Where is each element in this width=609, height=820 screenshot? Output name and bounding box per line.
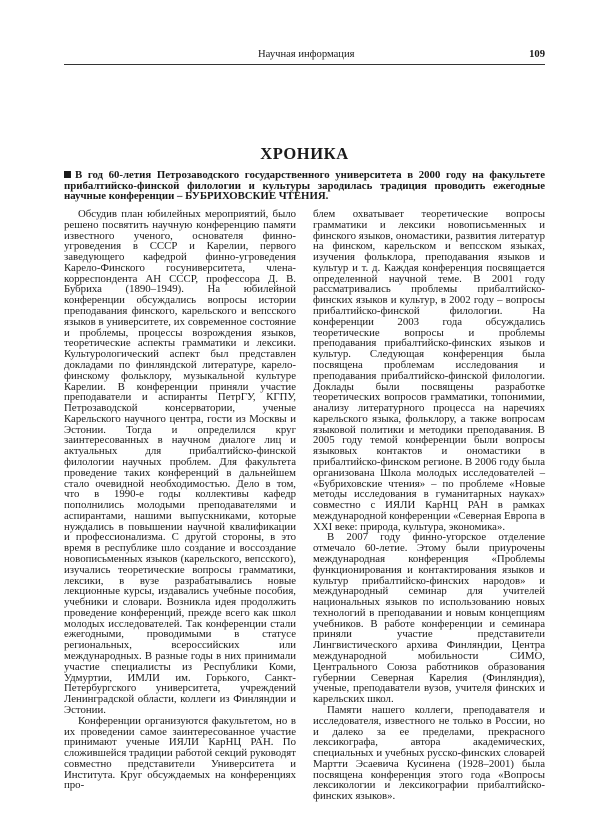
left-column (64, 209, 296, 791)
square-bullet-icon (64, 171, 71, 178)
right-column (313, 209, 545, 802)
body-paragraph: Обсудив план юбилейных мероприятий, было решено посвятить научную конференцию памяти известного ученого, основателя финно-угроведения в СССР и Карелии, первого заведующего кафедрой финно-угроведения Карело-Финского госуниверситета, члена-корреспондента АН СССР, профессора Д. В. Бубриха (1890–1949). На юбилейной конференции обсуждались вопросы истории преподавания финского, карельского и вепсского языков в университете, их современное состояние и проблемы, процессы возрождения языков, теоретические аспекты грамматики и лексики. Культурологический аспект был представлен докладами по финляндской литературе, карело-финскому фольклору, музыкальной культуре Карелии. В конференции приняли участие преподаватели и аспиранты ПетрГУ, КГПУ, Петрозаводской консерватории, ученые Карельского научного центра, гости из Москвы и Эстонии. Тогда и определился круг заинтересованных в научном диалоге лиц и актуальных для прибалтийско-финской филологии научных проблем. Для факультета проведение таких конференций в дальнейшем стало очевидной необходимостью. Дело в том, что в 1990-е годы коллективы кафедр пополнились молодыми преподавателями и аспирантами, нашими выпускниками, которые нуждались в повышении научной квалификации и профессионализма. С другой стороны, в это время в республике шло создание и воссоздание новописьменных языков (карельского, вепсского), изучались теоретические вопросы грамматики, лексики, в вузе разрабатывались новые лекционные курсы, издавались учебные пособия, учебники и словари. Возникла идея продолжить проведение конференций, прежде всего как школ молодых исследователей. Так конференции стали ежегодными, проводимыми в статусе региональных, всероссийских или международных. В разные годы в них принимали участие специалисты из Республики Коми, Удмуртии, ИМЛИ им. Горького, Санкт-Петербургского университета, учреждений Ленинградской области, коллеги из Финляндии и Эстонии. (64, 208, 296, 716)
body-paragraph: Конференции организуются факультетом, но в их проведении самое заинтересованное участие принимают ученые ИЯЛИ КарНЦ РАН. По сложившейся традиции работой секций руководят совместно представители Университета и Института. Круг обсуждаемых на конференциях про- (64, 714, 296, 792)
section-name: Научная информация (258, 49, 355, 60)
page-number: 109 (529, 49, 545, 60)
body-paragraph: блем охватывает теоретические вопросы грамматики и лексики новописьменных и финского языков, ономастики, развития литератур на финском, карельском и вепсском языках, изучения фольклора, преподавания языков и культур и т. д. Каждая конференция посвящается определенной научной теме. В 2001 году рассматривались проблемы прибалтийско-финских языков и культур, в 2002 году – вопросы прибалтийско-финской филологии. На конференции 2003 года обсуждались теоретические вопросы и проблемы преподавания прибалтийско-финских языков и культур. Следующая конференция была посвящена проблемам исследования и преподавания прибалтийско-финской филологии. Доклады были посвящены разработке теоретических вопросов грамматики, топонимии, анализу литературного процесса на наречиях карельского языка, фольклору, а также вопросам языковой политики и методики преподавания. В 2005 году темой конференции были вопросы языковых контактов и ономастики в прибалтийско-финском регионе. В 2006 году была организована Школа молодых исследователей – «Бубриховские чтения» – по проблеме «Новые методы исследования в гуманитарных науках» совместно с ИЯЛИ КарНЦ РАН в рамках международной конференции «Северная Европа в XXI веке: природа, культура, экономика». (313, 208, 545, 533)
lead-paragraph (64, 170, 545, 202)
body-paragraph: Памяти нашего коллеги, преподавателя и исследователя, известного не только в России, но и далеко за ее пределами, прекрасного лексикографа, автора академических, специальных и учебных русско-финских словарей Мартти Эсаевича Кусиненa (1928–2001) была посвящена конференция этого года «Вопросы лексикологии и лексикографии прибалтийско-финских языков». (313, 703, 545, 803)
body-paragraph: В 2007 году финно-угорское отделение отмечало 60-летие. Этому были приурочены международная конференция «Проблемы функционирования и контактирования языков и культур прибалтийско-финских народов» и международный семинар для учителей национальных языков по использованию новых технологий в преподавании и новым концепциям учебников. В работе конференции и семинара приняли участие представители Лингвистического архива Финляндии, Центра международной мобильности СИМО, Центрального Союза работников образования губернии Северная Карелия (Финляндия), ученые, преподаватели вузов, учителя финских и карельских школ. (313, 531, 545, 706)
header-divider (64, 64, 545, 65)
lead-text: В год 60-летия Петрозаводского государственного университета в 2000 году на факультете прибалтийско-финской филологии и культуры зародилась традиция проводить ежегодные научные конференции – БУБРИХОВСКИЕ ЧТЕНИЯ. (64, 169, 545, 203)
section-title: ХРОНИКА (260, 144, 349, 163)
